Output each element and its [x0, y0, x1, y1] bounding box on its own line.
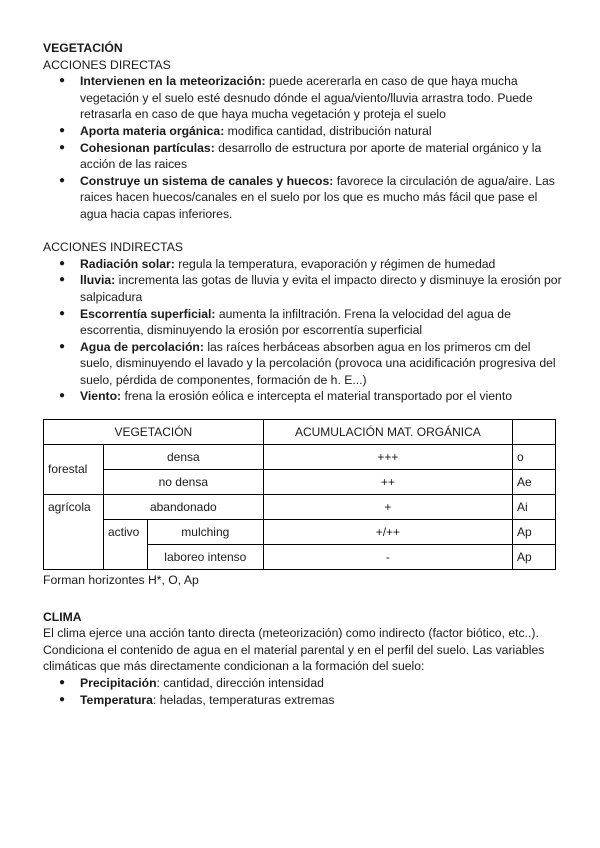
vegetacion-heading: VEGETACIÓN [43, 41, 123, 55]
list-item [43, 256, 563, 273]
bullet-icon: ● [59, 75, 66, 87]
header-acumulacion: ACUMULACIÓN MAT. ORGÁNICA [263, 420, 512, 445]
table-row [44, 420, 556, 445]
cell-abandonado-h: Ai [513, 495, 556, 520]
list-item [43, 692, 563, 709]
cell-agricola: agrícola [44, 495, 104, 570]
item-term: Cohesionan partículas: [80, 140, 215, 155]
list-item [43, 123, 563, 140]
bullet-icon: ● [59, 693, 66, 705]
clima-paragraph: El clima ejerce una acción tanto directa (meteorización) como indirecto (factor biótico, etc..). Condiciona el contenido de agua en el material parental y en el perfil del suelo. Las variables climáticas que más directamente condicionan a la formación del suelo: [43, 626, 545, 674]
clima-heading: CLIMA [43, 609, 82, 624]
bullet-icon: ● [59, 174, 66, 186]
indirectas-list [43, 256, 563, 405]
vegetacion-table [43, 419, 556, 570]
bullet-icon: ● [59, 141, 66, 153]
item-text: desarrollo de estructura por aporte de material orgánico y la acción de las raices [80, 140, 542, 172]
cell-densa: densa [103, 445, 263, 470]
list-item [43, 73, 563, 123]
document-page [43, 40, 563, 708]
cell-mulching-val: +/++ [263, 520, 512, 545]
item-text: puede acererarla en caso de que haya mucha vegetación y el suelo esté desnudo dónde el agua/viento/lluvia arrastra todo. Puede retrasarla en caso de que haya mucha vegetación y proteja el suelo [80, 74, 533, 122]
table-row [44, 470, 556, 495]
list-item [43, 140, 563, 173]
bullet-icon: ● [59, 340, 66, 352]
table-row [44, 520, 556, 545]
bullet-icon: ● [59, 390, 66, 402]
table-row [44, 495, 556, 520]
item-text: incrementa las gotas de lluvia y evita el impacto directo y disminuye la erosión por salpicadura [80, 273, 562, 304]
item-text: modifica cantidad, distribución natural [224, 123, 432, 138]
item-term: Agua de percolación: [80, 339, 204, 354]
horizontes-note: Forman horizontes H*, O, Ap [43, 573, 199, 588]
item-term: Temperatura [80, 692, 153, 707]
list-item [43, 339, 563, 389]
indirectas-subheading: ACCIONES INDIRECTAS [43, 240, 183, 255]
clima-list [43, 675, 563, 708]
cell-laboreo-h: Ap [513, 545, 556, 570]
bullet-icon: ● [59, 677, 66, 689]
table-row [44, 445, 556, 470]
directas-list [43, 73, 563, 222]
item-term: Construye un sistema de canales y huecos: [80, 173, 334, 188]
cell-no-densa-val: ++ [263, 470, 512, 495]
item-text: frena la erosión eólica e intercepta el material transportado por el viento [121, 389, 512, 404]
item-term: Precipitación [80, 676, 157, 691]
item-term: Intervienen en la meteorización: [80, 74, 266, 89]
item-text: aumenta la infiltración. Frena la velocidad del agua de escorrentia, disminuyendo la erosión por escorrentía superficial [80, 306, 511, 338]
cell-densa-val: +++ [263, 445, 512, 470]
item-text: favorece la circulación de agua/aire. Las raices hacen huecos/canales en el suelo por los que es mucho más fácil que pase el agua hacia capas inferiores. [80, 173, 555, 221]
item-text: regula la temperatura, evaporación y régimen de humedad [174, 256, 496, 271]
item-text: las raíces herbáceas absorben agua en los primeros cm del suelo, disminuyendo el lavado y la percolación (provoca una acidificación progresiva del suelo, pérdida de componentes, formación de h. E...) [80, 339, 556, 387]
bullet-icon: ● [59, 257, 66, 269]
list-item [43, 675, 563, 692]
item-text: : cantidad, dirección intensidad [156, 676, 324, 691]
list-item [43, 388, 563, 405]
bullet-icon: ● [59, 274, 66, 286]
cell-mulching: mulching [147, 520, 263, 545]
cell-laboreo: laboreo intenso [147, 545, 263, 570]
cell-activo: activo [103, 520, 147, 570]
bullet-icon: ● [59, 124, 66, 136]
item-text: : heladas, temperaturas extremas [152, 692, 335, 707]
cell-densa-h: o [513, 445, 556, 470]
cell-forestal: forestal [44, 445, 104, 495]
list-item [43, 306, 563, 339]
item-term: Radiación solar: [80, 256, 175, 271]
item-term: Escorrentía superficial: [80, 306, 216, 321]
cell-abandonado-val: + [263, 495, 512, 520]
cell-no-densa-h: Ae [513, 470, 556, 495]
list-item [43, 272, 563, 305]
cell-no-densa: no densa [103, 470, 263, 495]
item-term: Aporta materia orgánica: [80, 123, 225, 138]
bullet-icon: ● [59, 307, 66, 319]
list-item [43, 173, 563, 223]
cell-abandonado: abandonado [103, 495, 263, 520]
cell-mulching-h: Ap [513, 520, 556, 545]
header-vegetacion: VEGETACIÓN [44, 420, 264, 445]
cell-laboreo-val: - [263, 545, 512, 570]
directas-subheading: ACCIONES DIRECTAS [43, 57, 171, 72]
header-horizonte [513, 420, 556, 445]
item-term: lluvia: [80, 273, 116, 288]
item-term: Viento: [80, 389, 122, 404]
